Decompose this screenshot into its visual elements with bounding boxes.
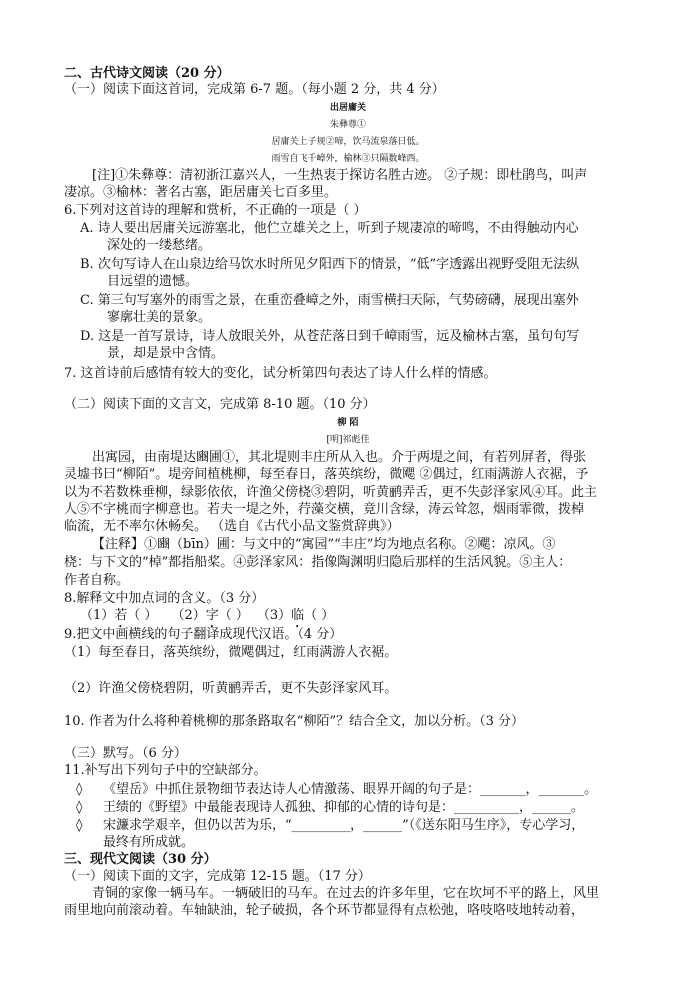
option-a: A. 诗人要出居庸关远游塞北，他伫立雄关之上，听到子规凄凉的啼鸣，不由得触动内心 <box>80 221 579 236</box>
prose-title: 柳 陌 <box>337 418 359 428</box>
option-d-cont: 景，却是景中含情。 <box>107 346 225 361</box>
question-stem: 11.补写出下列句子中的空缺部分。 <box>64 763 267 778</box>
poem-author: 朱彝尊① <box>329 120 366 130</box>
bullet-icon: ◊ <box>76 782 83 797</box>
prose-line: 青铜的家像一辆马车。一辆破旧的马车。在过去的许多年里，它在坎坷不平的路上，风里 <box>92 886 600 901</box>
bullet-icon: ◊ <box>76 818 83 833</box>
option-b-cont: 目远望的遗憾。 <box>107 274 199 289</box>
prose-note: 【注释】①豳（bīn）圃：与文中的“寓园”“丰庄”均为地点名称。②飔：凉风。③ <box>92 537 556 552</box>
q8-item-1-char: 若 <box>114 608 128 623</box>
q8-item-3-char: 临 <box>291 608 305 623</box>
part-intro: （一）阅读下面的文字，完成第 12-15 题。（17 分） <box>64 869 371 884</box>
poem-note: 凄凉。③榆林：著名古塞，距居庸关七百多里。 <box>64 185 338 200</box>
prose-author: [明]祁彪佳 <box>326 435 370 445</box>
q8-item-2-prefix: （2） <box>171 608 206 623</box>
poem-line: 居庸关上子规②啼，饮马流泉落日低。 <box>271 137 425 147</box>
question-7: 7. 这首诗前后感情有较大的变化，试分析第四句表达了诗人什么样的情感。 <box>64 366 497 381</box>
prose-line: 雨里地向前滚动着。车轴缺油，轮子破损，各个环节都显得有点松弛，咯吱咯吱地转动着， <box>64 903 585 918</box>
prose-note: 作者自称。 <box>64 573 130 588</box>
q8-item-3-blank: （ ） <box>304 608 335 623</box>
prose-line: 以为不若数株垂柳，绿影依依，许渔父傍桡③碧阴，听黄鹂弄舌，更不失彭泽家风④耳。此主 <box>64 485 598 500</box>
section-heading: 二、古代诗文阅读（20 分） <box>64 66 230 81</box>
option-d: D. 这是一首写景诗，诗人放眼关外，从苍茫落日到千嶂雨雪，远及榆林古塞，虽句句写 <box>80 329 580 344</box>
part-intro: （二）阅读下面的文言文，完成第 8-10 题。（10 分） <box>64 397 376 412</box>
prose-line: 出寓园，由南堤达豳圃①，其北堤则丰庄所从入也。介于两堤之间，有若列屏者，得张 <box>92 450 587 465</box>
poem-note: [注]①朱彝尊：清初浙江嘉兴人，一生热衷于探访名胜古迹。 ②子规：即杜鹃鸟，叫声 <box>92 168 588 183</box>
question-stem: 9.把文中画横线的句子翻译成现代汉语。（4 分） <box>64 627 343 642</box>
prose-line: 人⑤不字桃而字柳意也。若夫一堤之外，荇藻交横，竟川含绿，涛云耸忽，烟雨霏微，拨棹 <box>64 502 585 517</box>
option-c: C. 第三句写塞外的雨雪之景，在重峦叠嶂之外，雨雪横扫天际，气势磅礴，展现出塞外 <box>80 293 579 308</box>
q8-item-2-char: 字 <box>205 608 219 623</box>
option-a-cont: 深处的一缕愁绪。 <box>107 238 212 253</box>
q8-item-1-prefix: （1） <box>80 608 115 623</box>
question-stem: 6.下列对这首诗的理解和赏析，不正确的一项是（ ） <box>64 203 367 218</box>
q8-item-1-blank: （ ） <box>127 608 158 623</box>
blank-item-1 <box>76 782 597 798</box>
section-heading: 三、现代文阅读（30 分） <box>64 852 217 867</box>
q8-item-2-blank: （ ） <box>218 608 249 623</box>
poem-title: 出居庸关 <box>329 103 366 113</box>
question-stem: 8.解释文中加点词的含义。（3 分） <box>64 591 265 606</box>
question-10: 10. 作者为什么将种着桃柳的那条路取名“柳陌”？结合全文，加以分析。（3 分） <box>64 714 525 729</box>
blank-item-3 <box>76 818 584 834</box>
bullet-icon: ◊ <box>76 800 83 815</box>
blank-item-text: 宋濂求学艰辛，但仍以苦为乐，“_________，______”（《送东阳马生序》，专心学习， <box>103 818 585 833</box>
prose-line: 灵墟书曰“柳陌”。堤旁间植桃柳，每至春日，落英缤纷，微飔 ②偶过，红雨满游人衣裾，予 <box>64 467 589 482</box>
part-intro: （一）阅读下面这首词，完成第 6-7 题。（每小题 2 分，共 4 分） <box>64 82 445 97</box>
translate-sentence-1: （1）每至春日，落英缤纷，微飔偶过，红雨满游人衣裾。 <box>64 645 398 660</box>
prose-line: 临流，无不率尔休畅矣。 （选自《古代小品文鉴赏辞典》） <box>64 519 400 534</box>
blank-item-text: 王绩的《野望》中最能表现诗人孤独、抑郁的心情的诗句是：__________，______。 <box>103 800 585 815</box>
translate-sentence-2: （2）许渔父傍桡碧阴，听黄鹂弄舌，更不失彭泽家风耳。 <box>64 681 398 696</box>
option-b: B. 次句写诗人在山泉边给马饮水时所见夕阳西下的情景，“低”字透露出视野受阻无法纵 <box>80 257 580 272</box>
poem-line: 雨雪自飞千嶂外，榆林③只隔数峰西。 <box>271 154 425 164</box>
part-intro: （三）默写。（6 分） <box>64 746 187 761</box>
blank-item-text: 《望岳》中抓住景物细节表达诗人心情激荡、眼界开阔的句子是：_______，_______。 <box>103 782 598 797</box>
option-c-cont: 寥廓壮美的景象。 <box>107 310 212 325</box>
blank-item-3-cont: 最终有所成就。 <box>103 835 195 850</box>
prose-note: 桡：与下文的“棹”都指船桨。④彭泽家风：指像陶渊明归隐后那样的生活风貌。⑤主人： <box>64 555 572 570</box>
q8-item-3-prefix: （3） <box>256 608 292 623</box>
blank-item-2 <box>76 800 584 816</box>
